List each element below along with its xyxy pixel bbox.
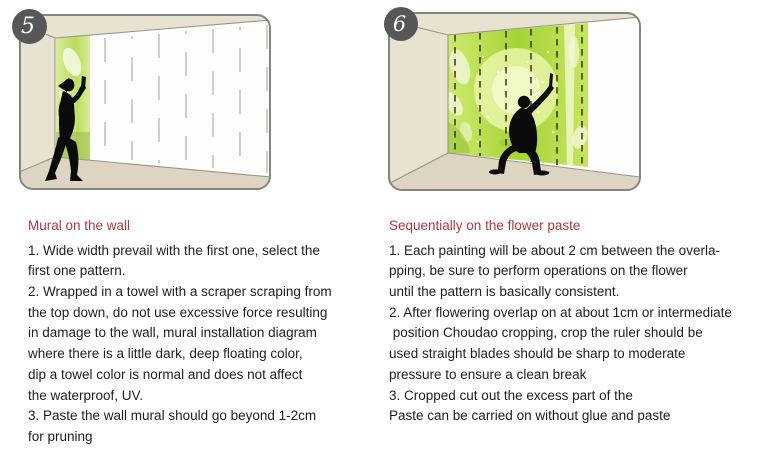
step-number-6: 6 [392, 12, 407, 36]
instruction-line: used straight blades should be sharp to moderate [389, 346, 686, 362]
instruction-line: 1. Wide width prevail with the first one, select the [28, 242, 320, 258]
room-illustration-step6 [388, 12, 641, 191]
instruction-line: the waterproof, UV. [28, 387, 144, 403]
instruction-line: pping, be sure to perform operations on the flower [389, 263, 688, 279]
instruction-line: where there is a little dark, deep floating color, [28, 346, 303, 362]
instruction-line: 3. Paste the wall mural should go beyond 1-2cm [28, 408, 317, 424]
step-number-badge-6 [384, 7, 418, 41]
instruction-line: position Choudao cropping, crop the ruler should be [389, 325, 703, 341]
instruction-line: 3. Cropped cut out the excess part of the [389, 387, 633, 403]
step-number-5: 5 [21, 14, 35, 39]
instructions-step5 [28, 216, 400, 448]
instructions-step6 [389, 216, 761, 427]
instruction-line: 2. Wrapped in a towel with a scraper scraping from [28, 284, 332, 300]
step-number-badge-5 [12, 9, 47, 44]
instruction-line: Paste can be carried on without glue and paste [389, 408, 671, 424]
instruction-line: dip a towel color is normal and does not affect [28, 366, 303, 382]
section-title-step5: Mural on the wall [28, 218, 131, 233]
room-illustration-step5 [19, 14, 271, 190]
instruction-line: until the pattern is basically consistent. [389, 284, 620, 300]
instruction-line: in damage to the wall, mural installation diagram [28, 325, 317, 341]
instruction-line: first one pattern. [28, 263, 126, 279]
section-title-step6: Sequentially on the flower paste [389, 218, 581, 233]
instruction-line: the top down, do not use excessive force resulting [28, 304, 328, 320]
instruction-line: for pruning [28, 428, 93, 444]
instruction-line: pressure to ensure a clean break [389, 366, 587, 382]
instruction-line: 1. Each painting will be about 2 cm between the overla- [389, 242, 720, 258]
instruction-line: 2. After flowering overlap on at about 1cm or intermediate [389, 304, 732, 320]
